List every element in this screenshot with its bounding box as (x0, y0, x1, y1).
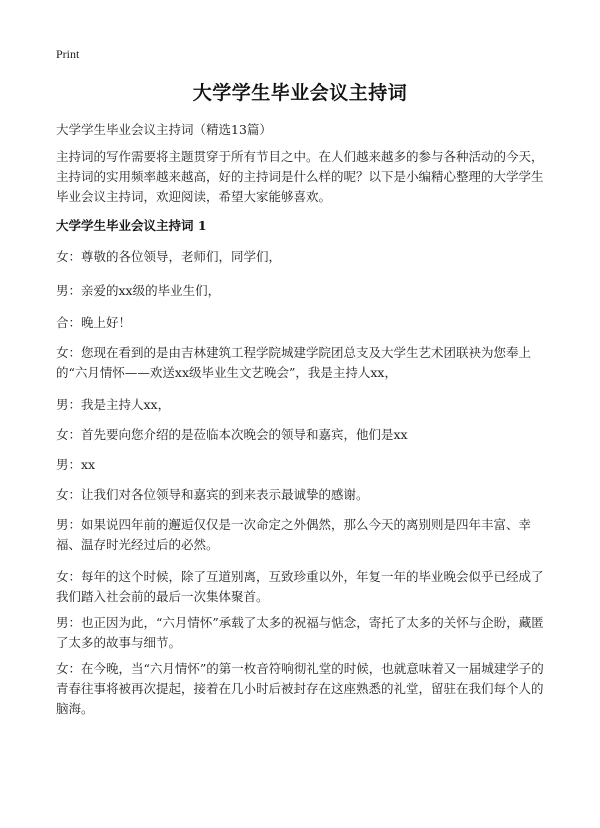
dialogue-line: 男：亲爱的xx级的毕业生们， (56, 283, 221, 298)
intro-paragraph: 主持词的写作需要将主题贯穿于所有节目之中。在人们越来越多的参与各种活动的今天，主持词的实用频率越来越高，好的主持词是什么样的呢？以下是小编精心整理的大学学生毕业会议主持词，欢迎阅读，希望大家能够喜欢。 (56, 149, 544, 204)
dialogue-line: 女：首先要向您介绍的是莅临本次晚会的领导和嘉宾，他们是xx (56, 427, 408, 442)
dialogue-line: 女：您现在看到的是由吉林建筑工程学院城建学院团总支及大学生艺术团联袂为您奉上的“六月情怀——欢送xx级毕业生文艺晚会”，我是主持人xx， (56, 345, 532, 380)
dialogue-line: 男：xx (56, 457, 96, 472)
dialogue-line: 女：在今晚，当“六月情怀”的第一枚音符响彻礼堂的时候，也就意味着又一届城建学子的青春往事将被再次提起，接着在几小时后被封存在这座熟悉的礼堂，留驻在我们每个人的脑海。 (56, 661, 544, 716)
dialogue-line: 女：尊敬的各位领导，老师们，同学们， (56, 249, 282, 264)
section-heading: 大学学生毕业会议主持词 1 (56, 218, 207, 233)
document-subtitle: 大学学生毕业会议主持词（精选13篇） (56, 122, 272, 137)
dialogue-line: 男：我是主持人xx， (56, 397, 171, 412)
page-title: 大学学生毕业会议主持词 (192, 82, 408, 104)
dialogue-line: 女：让我们对各位领导和嘉宾的到来表示最诚挚的感谢。 (56, 487, 369, 502)
dialogue-line: 女：每年的这个时候，除了互道别离，互致珍重以外，年复一年的毕业晚会似乎已经成了我们踏入社会前的最后一次集体聚首。 (56, 569, 544, 604)
dialogue-line: 合：晚上好！ (56, 315, 132, 330)
dialogue-line: 男：也正因为此，“六月情怀”承载了太多的祝福与惦念，寄托了太多的关怀与企盼，藏匿了太多的故事与细节。 (56, 615, 544, 650)
dialogue-line: 男：如果说四年前的邂逅仅仅是一次命定之外偶然，那么今天的离别则是四年丰富、幸福、温存时光经过后的必然。 (56, 517, 532, 552)
print-link[interactable]: Print (56, 47, 80, 61)
